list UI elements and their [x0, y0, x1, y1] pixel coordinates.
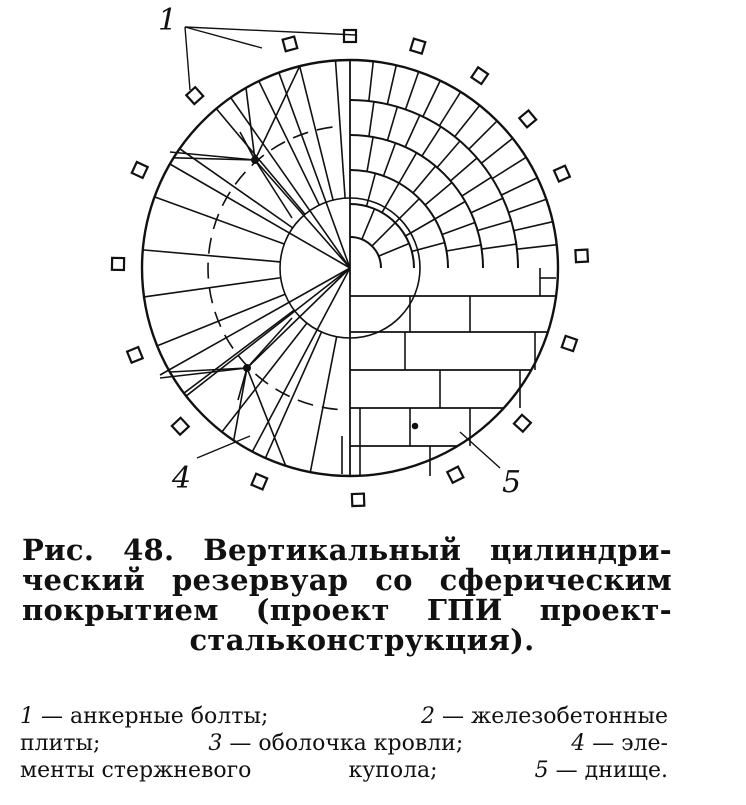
legend-entry: 5 — днище. — [534, 758, 668, 783]
slab-joint — [413, 166, 435, 193]
dome-radial-rib — [222, 323, 307, 432]
dome-brace — [234, 368, 247, 440]
figure-caption — [22, 535, 672, 655]
slab-joint — [435, 202, 465, 220]
anchor-bolt-icon — [283, 37, 298, 52]
slab-joint — [517, 245, 557, 249]
slab-joint — [384, 143, 396, 176]
anchor-bolt-icon — [172, 418, 189, 435]
legend-text: плиты; — [20, 731, 101, 756]
callout-1: 1 — [158, 3, 178, 38]
slab-joint — [379, 244, 409, 257]
dome-brace — [170, 164, 350, 268]
caption-word: проект- — [539, 593, 672, 627]
anchor-bolt-icon — [132, 162, 148, 178]
caption-word: Вертикальный — [203, 533, 462, 567]
slab-joint — [492, 157, 526, 178]
anchor-bolt-icon — [112, 258, 124, 270]
caption-line-1 — [22, 535, 672, 565]
slab-joint — [514, 222, 553, 231]
dome-radial-rib — [310, 337, 336, 472]
slab-joint — [482, 244, 517, 249]
dome-radial-rib — [335, 61, 345, 199]
anchor-bolt-icon — [127, 347, 143, 363]
dome-radial-rib — [157, 294, 285, 346]
dome-radial-rib — [155, 197, 285, 244]
dome-radial-rib — [265, 332, 321, 458]
anchor-bolt-icon — [410, 39, 425, 54]
caption-word: 48. — [123, 533, 175, 567]
caption-word: (проект — [255, 593, 390, 627]
caption-word: ческий — [22, 563, 146, 597]
legend-line-1 — [20, 703, 668, 730]
callout-4: 4 — [172, 461, 192, 496]
anchor-bolt-icon — [519, 110, 536, 127]
slab-joint — [451, 158, 477, 181]
dome-brace — [255, 160, 350, 268]
anchor-bolt-icon — [344, 30, 356, 42]
slab-joint — [462, 177, 491, 196]
slab-joint — [369, 102, 374, 137]
anchor-bolt-icon — [352, 494, 364, 506]
slab-joint — [439, 92, 460, 126]
slab-joint — [405, 219, 434, 236]
legend-entry: 3 — оболочка кровли; — [208, 731, 464, 756]
slab-joint — [405, 72, 418, 110]
legend-entry: 4 — эле- — [571, 731, 668, 756]
slab-joint — [395, 199, 419, 223]
slab-joint — [362, 209, 375, 239]
caption-word: со — [375, 563, 413, 597]
anchor-bolt-icon — [251, 474, 267, 490]
caption-word: резервуар — [171, 563, 349, 597]
slab-joint — [509, 199, 547, 212]
dome-radial-rib — [144, 278, 281, 297]
dome-brace — [279, 73, 350, 268]
anchor-bolt-icon — [514, 415, 531, 432]
dome-radial-rib — [143, 250, 280, 262]
slab-joint — [478, 221, 512, 231]
anchor-bolt-icon — [562, 336, 577, 351]
tank-plan-geometry — [142, 60, 558, 476]
slab-joint — [387, 65, 396, 104]
slab-joint — [387, 107, 397, 141]
caption-word: Рис. — [22, 533, 95, 567]
slab-joint — [405, 115, 420, 147]
slab-joint — [423, 81, 440, 117]
legend-text: куполa; — [348, 758, 438, 783]
slab-joint — [442, 223, 475, 235]
caption-line-2 — [22, 565, 672, 595]
slab-joint — [469, 121, 497, 149]
slab-joint — [425, 183, 452, 205]
slab-joint — [422, 127, 441, 156]
slab-joint — [369, 61, 373, 101]
callout-5: 5 — [502, 465, 522, 500]
anchor-bolt-icon — [554, 166, 570, 182]
caption-line-4 — [22, 625, 672, 655]
legend-line-3 — [20, 757, 668, 784]
slab-joint — [481, 138, 512, 163]
legend-entry: 2 — железобетонные — [420, 704, 668, 729]
slab-joint — [455, 105, 480, 136]
slab-joint — [447, 245, 481, 251]
dome-node — [244, 365, 250, 371]
caption-word: ГПИ — [426, 593, 503, 627]
anchor-bolt-icon — [575, 250, 588, 263]
anchor-bolt-icon — [471, 67, 488, 84]
plate-mark — [413, 424, 418, 429]
legend-text: менты стержневого — [20, 758, 252, 783]
slab-joint — [367, 137, 373, 171]
caption-word: сферическим — [439, 563, 672, 597]
figure-legend — [20, 703, 668, 784]
slab-joint — [372, 223, 395, 246]
slab-joint — [399, 153, 417, 183]
dome-brace — [231, 98, 350, 268]
anchor-bolt-icon — [447, 467, 463, 483]
dome-brace — [255, 160, 292, 218]
caption-line-3 — [22, 595, 672, 625]
caption-word: покрытием — [22, 593, 219, 627]
slab-joint — [501, 178, 537, 195]
caption-word: стальконструкция). — [189, 623, 535, 657]
slab-joint — [437, 141, 460, 167]
dome-node — [252, 157, 258, 163]
legend-entry: 1 — анкерные болты; — [20, 704, 269, 729]
legend-line-2 — [20, 730, 668, 757]
slab-joint — [382, 183, 399, 212]
slab-joint — [471, 198, 503, 213]
caption-word: цилиндри- — [490, 533, 672, 567]
anchor-bolt-icon — [186, 87, 203, 104]
